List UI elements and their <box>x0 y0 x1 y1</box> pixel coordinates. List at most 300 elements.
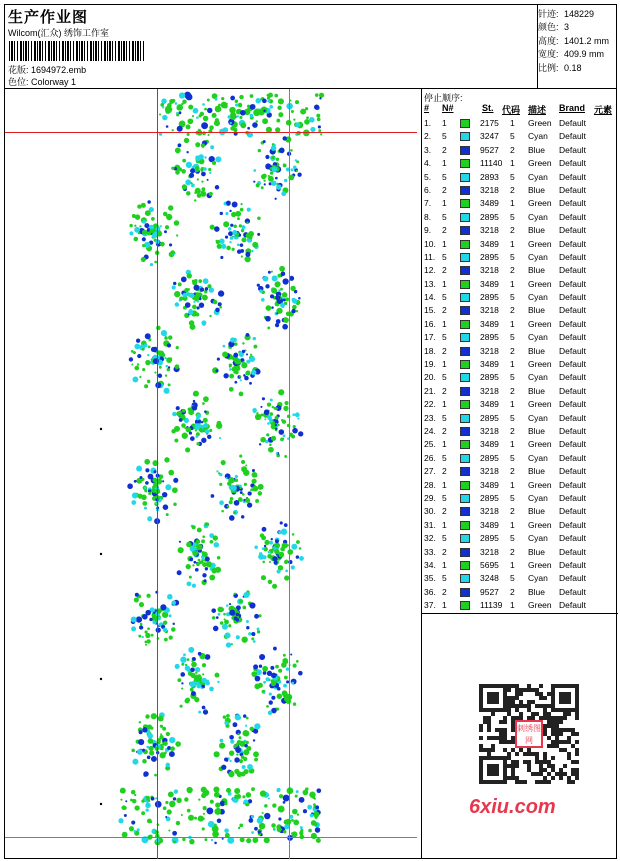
floral-motif-stitch <box>201 172 206 177</box>
top-border-stitch <box>201 122 208 129</box>
bottom-border-stitch <box>141 811 145 815</box>
floral-motif-stitch <box>270 294 274 298</box>
floral-motif-stitch <box>265 155 269 159</box>
bottom-border-stitch <box>148 799 151 802</box>
qr-module <box>483 720 487 724</box>
bottom-border-stitch <box>213 786 219 792</box>
floral-motif-stitch <box>193 285 199 291</box>
bottom-border-stitch <box>125 800 127 802</box>
floral-motif-stitch <box>166 214 172 220</box>
top-border-stitch <box>267 129 270 132</box>
row-needle: 5 <box>442 533 447 544</box>
bottom-border-stitch <box>242 795 245 798</box>
floral-motif-stitch <box>138 494 143 499</box>
floral-motif-stitch <box>208 564 211 567</box>
qr-module <box>511 748 515 752</box>
floral-motif-stitch <box>144 242 150 248</box>
floral-motif-stitch <box>237 243 240 246</box>
floral-motif-stitch <box>246 626 249 629</box>
floral-motif-stitch <box>276 158 279 161</box>
floral-motif-stitch <box>248 235 253 240</box>
floral-motif-stitch <box>241 229 244 232</box>
floral-motif-stitch <box>229 500 233 504</box>
color-swatch <box>460 414 470 423</box>
qr-module <box>543 708 547 712</box>
floral-motif-stitch <box>214 542 219 547</box>
bottom-border-stitch <box>315 827 320 832</box>
floral-motif-stitch <box>144 384 148 388</box>
floral-motif-stitch <box>253 169 256 172</box>
bottom-border-stitch <box>155 801 162 808</box>
floral-motif-stitch <box>192 280 195 283</box>
floral-motif-stitch <box>136 339 140 343</box>
bottom-border-stitch <box>165 816 167 818</box>
floral-motif-stitch <box>189 432 192 435</box>
floral-motif-stitch <box>196 414 201 419</box>
row-index: 19. <box>424 359 436 370</box>
floral-motif-stitch <box>148 474 154 480</box>
col-index: # <box>424 103 430 113</box>
row-code: 5 <box>510 131 515 142</box>
floral-motif-stitch <box>184 427 186 429</box>
floral-motif-stitch <box>201 539 205 543</box>
row-code: 1 <box>510 519 515 530</box>
floral-motif-stitch <box>200 168 203 171</box>
qr-module <box>487 716 491 720</box>
floral-motif-stitch <box>166 513 169 516</box>
floral-motif-stitch <box>132 377 138 383</box>
table-row <box>422 532 618 545</box>
floral-motif-stitch <box>169 635 173 639</box>
floral-motif-stitch <box>268 271 271 274</box>
floral-motif-stitch <box>226 759 229 762</box>
qr-module <box>547 744 551 748</box>
floral-motif-stitch <box>247 491 251 495</box>
color-swatch <box>460 280 470 289</box>
floral-motif-stitch <box>173 503 177 507</box>
floral-motif-stitch <box>262 666 268 672</box>
row-brand: Default <box>559 118 586 128</box>
floral-motif-stitch <box>142 220 146 224</box>
floral-motif-stitch <box>257 233 260 236</box>
qr-module <box>487 720 491 724</box>
floral-motif-stitch <box>195 166 199 170</box>
top-border-stitch <box>306 116 309 119</box>
floral-motif-stitch <box>171 167 174 170</box>
floral-motif-stitch <box>195 427 199 431</box>
qr-module <box>519 704 523 708</box>
bottom-border-stitch <box>122 805 127 810</box>
qr-module <box>567 728 571 732</box>
floral-motif-stitch <box>240 487 242 489</box>
floral-motif-stitch <box>151 634 154 637</box>
floral-motif-stitch <box>195 435 198 438</box>
floral-motif-stitch <box>150 726 153 729</box>
bottom-border-stitch <box>131 820 135 824</box>
floral-motif-stitch <box>159 735 163 739</box>
bottom-border-stitch <box>208 821 215 828</box>
floral-motif-stitch <box>239 375 241 377</box>
floral-motif-stitch <box>219 607 224 612</box>
floral-motif-stitch <box>270 666 274 670</box>
qr-module <box>539 772 543 776</box>
qr-module <box>563 712 567 716</box>
bottom-border-stitch <box>168 792 174 798</box>
floral-motif-stitch <box>241 352 243 354</box>
qr-module <box>567 740 571 744</box>
floral-motif-stitch <box>280 521 283 524</box>
bottom-border-stitch <box>167 809 172 814</box>
floral-motif-stitch <box>244 483 247 486</box>
floral-motif-stitch <box>223 613 226 616</box>
floral-motif-stitch <box>253 739 255 741</box>
floral-motif-stitch <box>282 324 288 330</box>
floral-motif-stitch <box>291 435 295 439</box>
floral-motif-stitch <box>191 660 193 662</box>
floral-motif-stitch <box>258 491 263 496</box>
floral-motif-stitch <box>173 282 176 285</box>
floral-motif-stitch <box>195 294 200 299</box>
top-border-stitch <box>314 104 319 109</box>
floral-motif-stitch <box>247 502 252 507</box>
row-brand: Default <box>559 385 586 396</box>
floral-motif-stitch <box>160 733 162 735</box>
qr-module <box>555 728 559 732</box>
floral-motif-stitch <box>228 231 233 236</box>
floral-motif-stitch <box>188 672 192 676</box>
floral-motif-stitch <box>293 702 296 705</box>
color-swatch <box>460 266 470 275</box>
floral-motif-stitch <box>169 357 172 360</box>
qr-module <box>519 712 523 716</box>
row-index: 33. <box>424 546 436 557</box>
row-description: Green <box>528 519 552 530</box>
row-stitches: 3218 <box>480 466 499 477</box>
row-needle: 1 <box>442 439 447 450</box>
row-stitches: 2893 <box>480 171 499 182</box>
floral-motif-stitch <box>161 330 167 336</box>
floral-motif-stitch <box>179 296 183 300</box>
row-code: 5 <box>510 171 515 182</box>
floral-motif-stitch <box>239 455 242 458</box>
top-border-stitch <box>218 104 221 107</box>
row-index: 16. <box>424 318 436 329</box>
floral-motif-stitch <box>234 381 237 384</box>
top-border-stitch <box>278 112 283 117</box>
row-code: 2 <box>510 586 515 597</box>
floral-motif-stitch <box>233 511 236 514</box>
qr-module <box>559 768 563 772</box>
floral-motif-stitch <box>290 149 293 152</box>
row-needle: 2 <box>442 586 447 597</box>
table-row <box>422 438 618 451</box>
floral-motif-stitch <box>239 392 244 397</box>
floral-motif-stitch <box>139 225 141 227</box>
floral-motif-stitch <box>265 677 269 681</box>
qr-module <box>507 696 511 700</box>
qr-module <box>535 712 539 716</box>
row-index: 5. <box>424 171 432 182</box>
bottom-border-stitch <box>146 802 149 805</box>
colorway-line <box>8 75 76 88</box>
floral-motif-stitch <box>201 561 204 564</box>
bottom-border-stitch <box>188 815 194 821</box>
floral-motif-stitch <box>291 309 295 313</box>
floral-motif-stitch <box>262 174 266 178</box>
qr-module <box>507 756 511 760</box>
qr-module <box>543 760 547 764</box>
row-stitches: 11139 <box>480 600 503 611</box>
floral-motif-stitch <box>192 305 197 310</box>
qr-module <box>519 700 523 704</box>
floral-motif-stitch <box>201 687 203 689</box>
floral-motif-stitch <box>270 399 273 402</box>
floral-motif-stitch <box>284 179 288 183</box>
color-swatch <box>460 387 470 396</box>
floral-motif-stitch <box>193 391 199 397</box>
floral-motif-stitch <box>284 523 288 527</box>
floral-motif-stitch <box>245 725 247 727</box>
bottom-border-stitch <box>273 828 275 830</box>
row-index: 32. <box>424 533 436 544</box>
floral-motif-stitch <box>201 551 204 554</box>
row-stitches: 2895 <box>480 292 499 303</box>
row-index: 34. <box>424 559 436 570</box>
floral-motif-stitch <box>201 556 204 559</box>
row-brand: Default <box>559 559 586 570</box>
qr-module <box>571 772 575 776</box>
row-description: Cyan <box>528 573 548 584</box>
floral-motif-stitch <box>240 379 242 381</box>
top-border-stitch <box>320 133 322 135</box>
floral-motif-stitch <box>135 593 139 597</box>
floral-motif-stitch <box>221 765 226 770</box>
table-row <box>422 505 618 518</box>
floral-motif-stitch <box>246 353 248 355</box>
floral-motif-stitch <box>131 626 136 631</box>
floral-motif-stitch <box>168 335 172 339</box>
row-code: 5 <box>510 292 515 303</box>
bottom-border-stitch <box>296 790 299 793</box>
top-border-stitch <box>215 106 222 113</box>
floral-motif-stitch <box>211 494 215 498</box>
row-description: Cyan <box>528 412 548 423</box>
floral-motif-stitch <box>282 292 288 298</box>
row-description: Blue <box>528 506 546 517</box>
top-border-stitch <box>209 125 214 130</box>
floral-motif-stitch <box>229 364 232 367</box>
top-border-stitch <box>196 116 199 119</box>
top-border-stitch <box>262 99 267 104</box>
floral-motif-stitch <box>139 730 143 734</box>
floral-motif-stitch <box>225 212 228 215</box>
floral-motif-stitch <box>210 145 214 149</box>
color-swatch <box>460 320 470 329</box>
design-width: 宽度: 409.9 mm <box>538 49 605 59</box>
floral-motif-stitch <box>259 289 262 292</box>
row-index: 14. <box>424 292 436 303</box>
floral-motif-stitch <box>149 225 154 230</box>
row-brand: Default <box>559 573 586 584</box>
row-stitches: 2895 <box>480 332 499 343</box>
colorway-label: 色位: <box>8 77 29 87</box>
top-border-stitch <box>225 105 227 107</box>
floral-motif-stitch <box>250 354 252 356</box>
floral-motif-stitch <box>228 227 231 230</box>
qr-module <box>495 736 499 740</box>
qr-module <box>555 720 559 724</box>
row-description: Blue <box>528 546 546 557</box>
qr-module <box>503 740 507 744</box>
top-border-stitch <box>230 122 232 124</box>
top-border-stitch <box>203 116 209 122</box>
qr-module <box>527 704 531 708</box>
guide-line-red-vertical <box>157 89 158 859</box>
floral-motif-stitch <box>217 358 220 361</box>
row-stitches: 2895 <box>480 492 499 503</box>
row-brand: Default <box>559 600 586 611</box>
floral-motif-stitch <box>271 271 273 273</box>
floral-motif-stitch <box>138 739 144 745</box>
embroidery-pattern <box>5 89 421 859</box>
floral-motif-stitch <box>281 529 287 535</box>
floral-motif-stitch <box>203 396 209 402</box>
design-info-box <box>538 5 617 89</box>
floral-motif-stitch <box>195 142 200 147</box>
row-stitches: 3489 <box>480 238 499 249</box>
floral-motif-stitch <box>197 300 199 302</box>
floral-motif-stitch <box>148 345 151 348</box>
floral-motif-stitch <box>194 192 196 194</box>
floral-motif-stitch <box>142 636 144 638</box>
floral-motif-stitch <box>255 499 259 503</box>
qr-module <box>567 776 571 780</box>
table-row <box>422 117 618 130</box>
bottom-border-stitch <box>246 838 251 843</box>
floral-motif-stitch <box>167 343 171 347</box>
qr-module <box>503 736 507 740</box>
qr-module <box>543 728 547 732</box>
qr-module <box>547 724 551 728</box>
top-border-stitch <box>247 105 250 108</box>
qr-module <box>563 764 567 768</box>
row-stitches: 2895 <box>480 452 499 463</box>
floral-motif-stitch <box>275 198 277 200</box>
row-code: 5 <box>510 251 515 262</box>
floral-motif-stitch <box>147 627 150 630</box>
top-border-stitch <box>182 99 186 103</box>
floral-motif-stitch <box>145 360 150 365</box>
floral-motif-stitch <box>228 771 234 777</box>
floral-motif-stitch <box>198 711 201 714</box>
floral-motif-stitch <box>217 556 221 560</box>
floral-motif-stitch <box>235 475 238 478</box>
top-border-stitch <box>235 103 238 106</box>
floral-motif-stitch <box>271 696 275 700</box>
qr-module <box>551 724 555 728</box>
table-row <box>422 197 618 210</box>
row-description: Cyan <box>528 452 548 463</box>
qr-module <box>511 700 515 704</box>
floral-motif-stitch <box>229 750 234 755</box>
floral-motif-stitch <box>298 671 303 676</box>
bottom-border-stitch <box>210 800 214 804</box>
row-brand: Default <box>559 184 586 195</box>
qr-module <box>499 728 503 732</box>
floral-motif-stitch <box>241 460 245 464</box>
row-stitches: 3218 <box>480 425 499 436</box>
floral-motif-stitch <box>151 358 153 360</box>
bottom-border-stitch <box>224 828 229 833</box>
floral-motif-stitch <box>220 212 223 215</box>
top-border-stitch <box>208 134 210 136</box>
qr-module <box>479 736 483 740</box>
floral-motif-stitch <box>202 402 205 405</box>
color-swatch <box>460 132 470 141</box>
table-row <box>422 157 618 170</box>
floral-motif-stitch <box>201 421 203 423</box>
floral-motif-stitch <box>282 420 286 424</box>
floral-motif-stitch <box>215 308 220 313</box>
floral-motif-stitch <box>131 617 137 623</box>
floral-motif-stitch <box>189 576 192 579</box>
qr-module <box>571 780 575 784</box>
floral-motif-stitch <box>247 208 251 212</box>
floral-motif-stitch <box>202 295 208 301</box>
qr-module <box>523 760 527 764</box>
col-brand: Brand <box>559 103 586 113</box>
floral-motif-stitch <box>209 575 215 581</box>
color-swatch <box>460 159 470 168</box>
floral-motif-stitch <box>269 443 272 446</box>
bottom-border-stitch <box>198 798 200 800</box>
floral-motif-stitch <box>145 633 150 638</box>
bottom-border-stitch <box>226 788 231 793</box>
row-description: Blue <box>528 425 546 436</box>
floral-motif-stitch <box>259 552 262 555</box>
floral-motif-stitch <box>195 313 199 317</box>
qr-module <box>563 748 567 752</box>
floral-motif-stitch <box>193 301 195 303</box>
floral-motif-stitch <box>226 642 231 647</box>
top-border-stitch <box>160 103 164 107</box>
design-file-value: 1694972.emb <box>31 65 87 75</box>
floral-motif-stitch <box>147 231 151 235</box>
bottom-border-stitch <box>201 793 206 798</box>
row-brand: Default <box>559 225 586 236</box>
top-border-stitch <box>187 118 193 124</box>
row-brand: Default <box>559 452 586 463</box>
floral-motif-stitch <box>274 282 280 288</box>
row-code: 2 <box>510 305 515 316</box>
row-index: 29. <box>424 492 436 503</box>
floral-motif-stitch <box>195 423 199 427</box>
floral-motif-stitch <box>292 533 295 536</box>
row-description: Green <box>528 278 552 289</box>
sheet-header <box>5 5 538 89</box>
floral-motif-stitch <box>192 405 197 410</box>
floral-motif-stitch <box>247 764 253 770</box>
bottom-border-stitch <box>297 813 299 815</box>
floral-motif-stitch <box>131 350 134 353</box>
qr-module <box>527 752 531 756</box>
floral-motif-stitch <box>283 406 288 411</box>
qr-module <box>547 764 551 768</box>
floral-motif-stitch <box>195 677 200 682</box>
floral-motif-stitch <box>196 442 199 445</box>
floral-motif-stitch <box>253 751 259 757</box>
floral-motif-stitch <box>232 248 235 251</box>
